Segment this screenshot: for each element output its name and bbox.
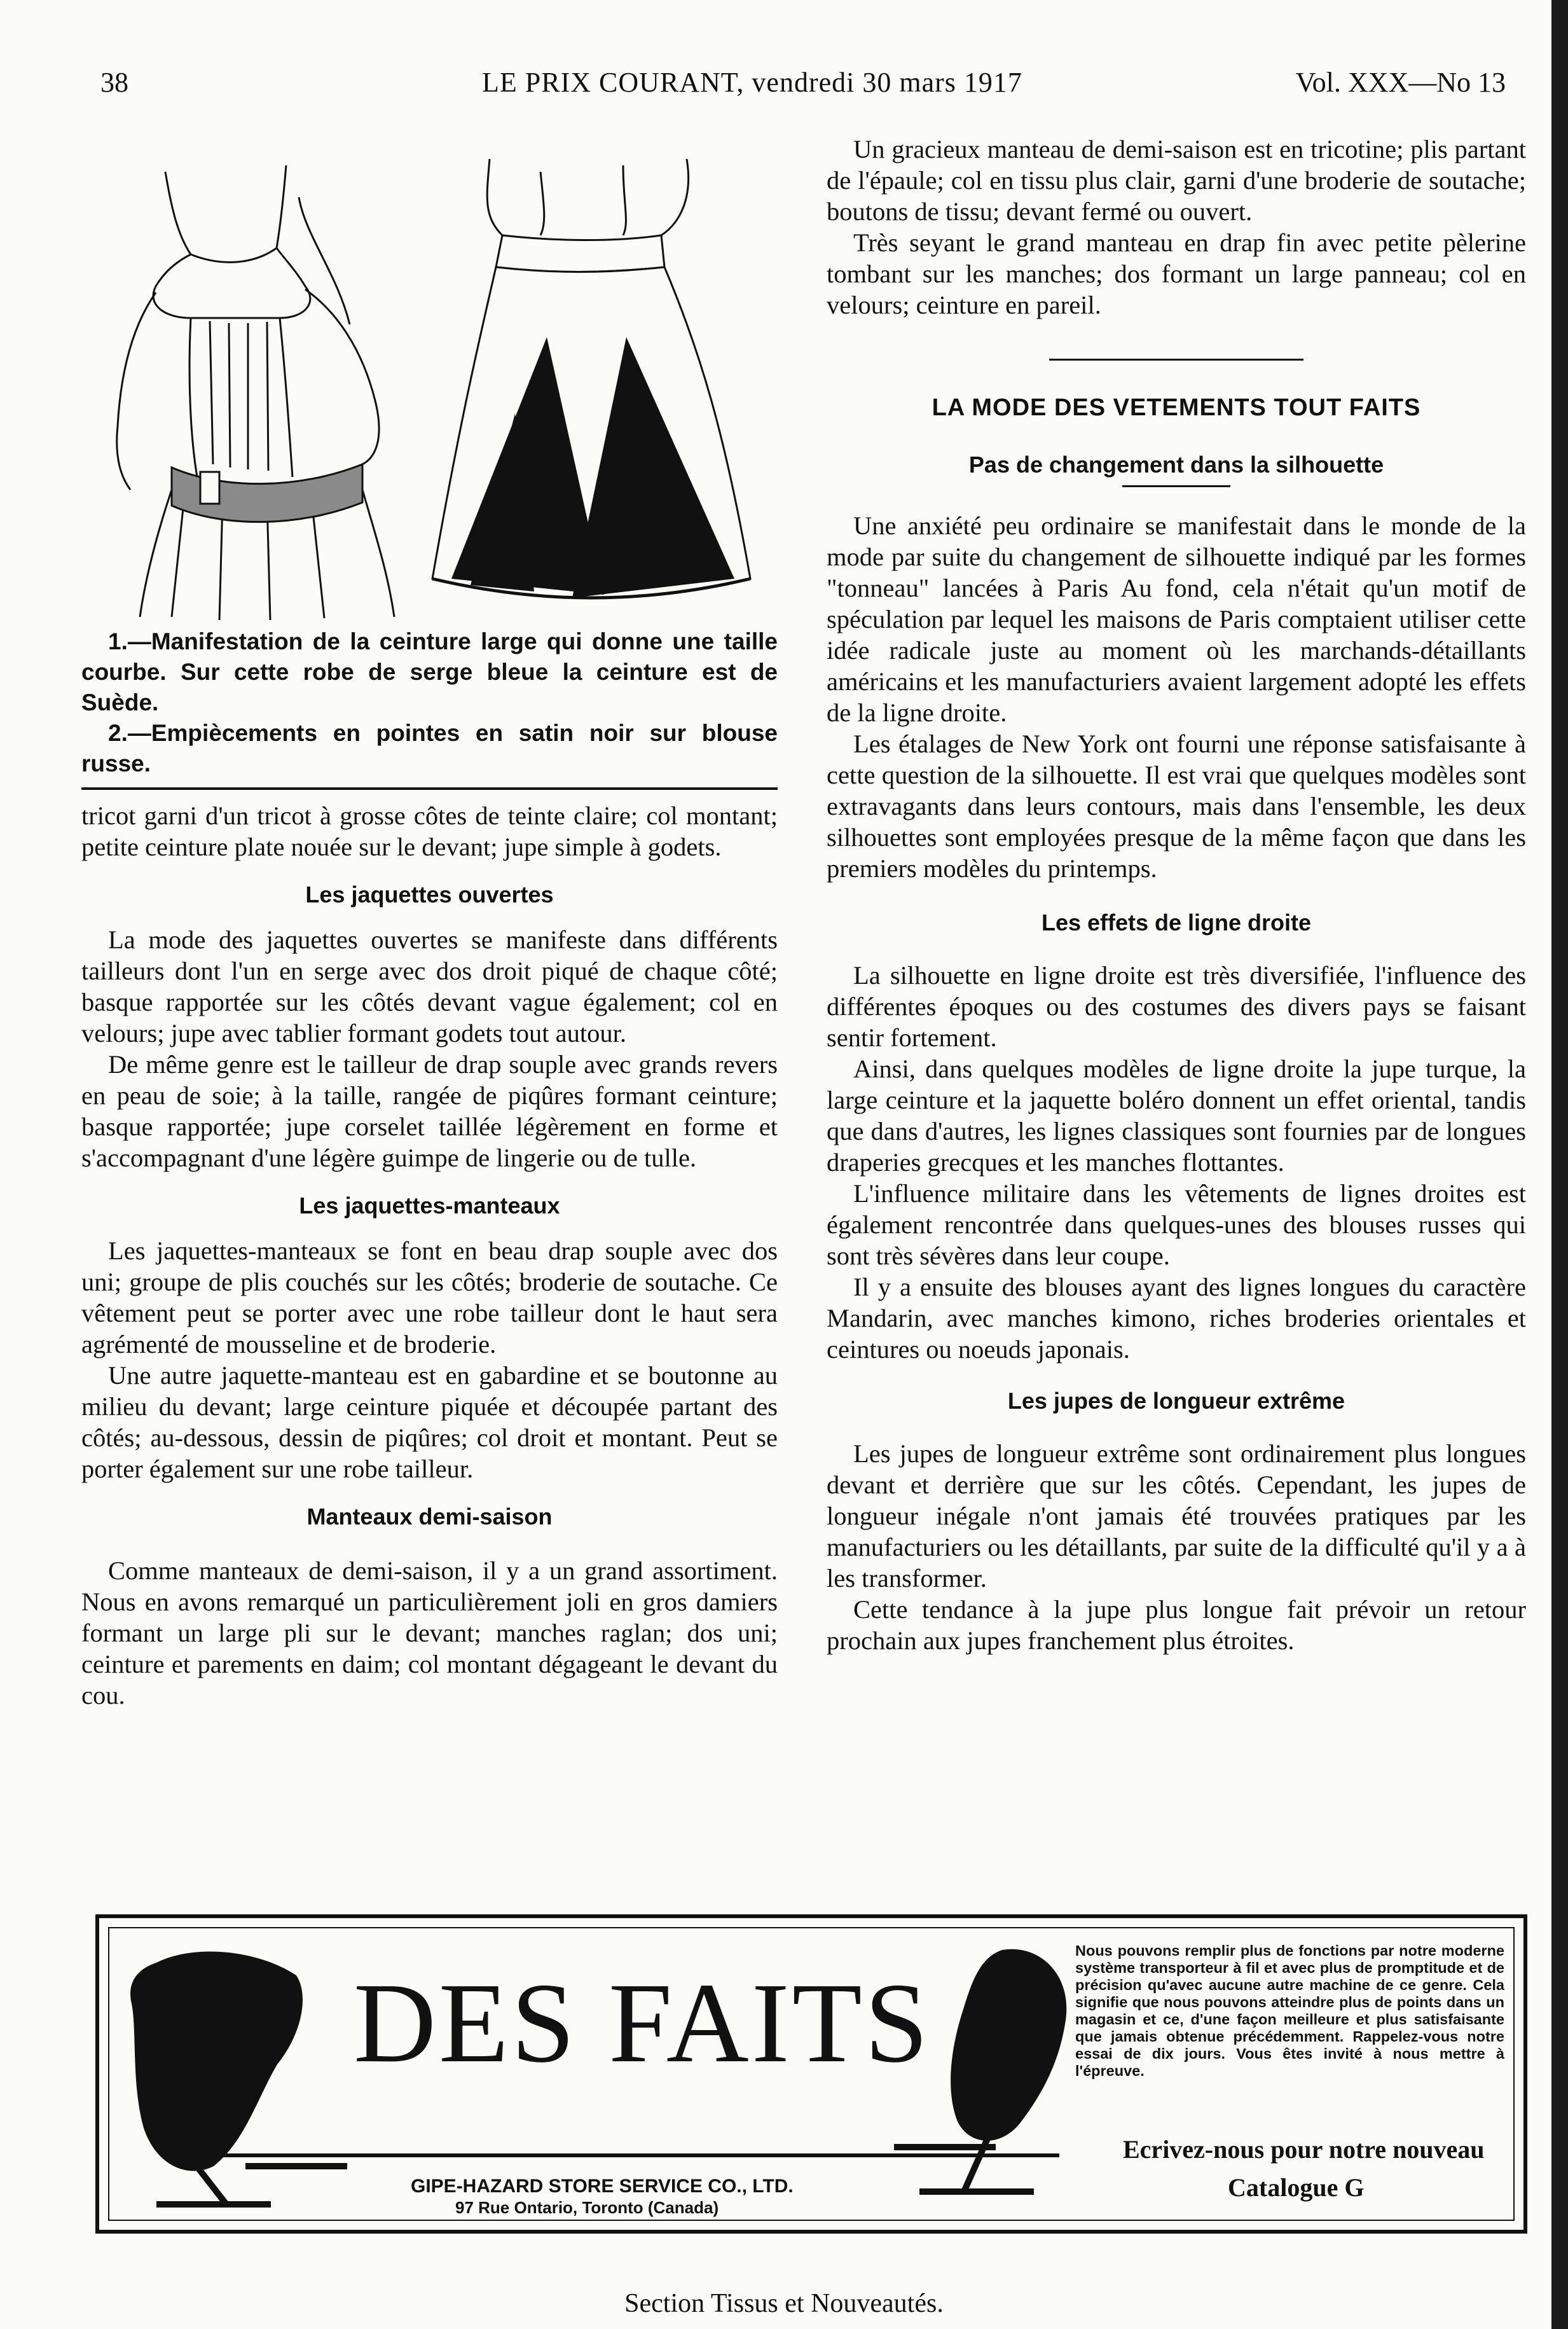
page-edge-shadow — [1551, 0, 1568, 2329]
paragraph: Très seyant le grand manteau en drap fin avec petite pèlerine tombant sur les manches; dos formant un large panneau; col en velours; ceinture en pareil. — [827, 228, 1526, 319]
paragraph: Comme manteaux de demi-saison, il y a un grand assortiment. Nous en avons remarqué un particulièrement joli en gros damiers formant un large pli sur le devant; manches raglan; dos uni; ceinture et parements en daim; col montant dégageant le devant du cou. — [81, 1556, 778, 1710]
carrier-wire — [169, 2153, 1059, 2157]
publication-title: LE PRIX COURANT, vendredi 30 mars 1917 — [482, 67, 1022, 98]
section-heading: Les effets de ligne droite — [1041, 909, 1312, 936]
paragraph: Il y a ensuite des blouses ayant des lignes longues du caractère Mandarin, avec manches kimono, riches broderies orientales et ceintures ou noeuds japonais. — [827, 1273, 1526, 1364]
section-footer: Section Tissus et Nouveautés. — [624, 2289, 944, 2318]
paragraph: La mode des jaquettes ouvertes se manifeste dans différents tailleurs dont l'un en serge avec dos droit piqué de chaque côté; basque rapportée sur les côtés devant vague également; col en velours; jupe avec tablier formant godets tout autour. — [81, 925, 778, 1047]
illustration-satin-points — [413, 146, 769, 630]
divider — [1049, 359, 1303, 361]
paragraph: Ainsi, dans quelques modèles de ligne droite la jupe turque, la large ceinture et la jaquette boléro donnent un effet oriental, tandis que dans d'autres, les lignes classiques sont fournies par de longues draperies grecques et les manches flottantes. — [827, 1054, 1526, 1177]
paragraph: Les jupes de longueur extrême sont ordinairement plus longues devant et derrière que sur les côtés. Cependant, les jupes de longueur inégale n'ont jamais été trouvées pratiques par les manufacturiers ou les détaillants, par suite de la difficulté qu'il y a à les transformer. — [827, 1439, 1526, 1593]
paragraph: Cette tendance à la jupe plus longue fait prévoir un retour prochain aux jupes franchement plus étroites. — [827, 1595, 1526, 1655]
figure-captions — [81, 626, 778, 779]
ad-catalogue: Catalogue G — [1228, 2173, 1365, 2202]
paragraph: Une autre jaquette-manteau est en gabardine et se boutonne au milieu du devant; large ceinture piquée et découpée partant des côtés; au-dessous, dessin de piqûres; col droit et montant. Peut se porter également sur une robe tailleur. — [81, 1361, 778, 1483]
paragraph: La silhouette en ligne droite est très diversifiée, l'influence des différentes époques ou des costumes des divers pays se faisant sentir fortement. — [827, 961, 1526, 1052]
intro-paragraph: tricot garni d'un tricot à grosse côtes de teinte claire; col montant; petite ceinture plate nouée sur le devant; jupe simple à godets. — [81, 801, 778, 861]
article-title: LA MODE DES VETEMENTS TOUT FAITS — [932, 394, 1421, 421]
carrier-machine-left-icon — [118, 1937, 360, 2217]
section-heading: Les jupes de longueur extrême — [1007, 1388, 1345, 1414]
ad-body-text: Nous pouvons remplir plus de fonctions par notre moderne système transporteur à fil et avec plus de promptitude et de précision qu'avec aucune autre machine de ce genre. Cela signifie que nous pouvons atteindre plus de points dans un magasin et ce, d'une façon meilleure et plus satisfaisante que jamais obtenue précédemment. Rappelez-vous notre essai de dix jours. Vous êtes invité à nous mettre à l'épreuve. — [1075, 1942, 1504, 2079]
ad-headline: DES FAITS — [354, 1959, 931, 2086]
left-column — [81, 800, 778, 1711]
figure-caption-1: 1.—Manifestation de la ceinture large qui donne une taille courbe. Sur cette robe de serge bleue la ceinture est de Suède. — [81, 628, 778, 715]
paragraph: Une anxiété peu ordinaire se manifestait dans le monde de la mode par suite du changement de silhouette indiqué par les formes "tonneau" lancées à Paris Au fond, cela n'était qu'un motif de spéculation par lequel les maisons de Paris comptaient utiliser cette idée radicale juste au moment où les marchands-détaillants américains et les manufacturiers avaient largement adopté les effets de la ligne droite. — [827, 511, 1526, 727]
paragraph: Les étalages de New York ont fourni une réponse satisfaisante à cette question de la silhouette. Il est vrai que quelques modèles sont extravagants dans leurs contours, mais dans l'ensemble, les deux silhouettes sont employées presque de la même façon que dans les premiers modèles du printemps. — [827, 729, 1526, 883]
page-number: 38 — [100, 67, 128, 98]
ad-company-name: GIPE-HAZARD STORE SERVICE CO., LTD. — [411, 2176, 794, 2197]
carrier-machine-right-icon — [894, 1931, 1085, 2211]
article-subtitle: Pas de changement dans la silhouette — [968, 452, 1384, 478]
figure-caption-2: 2.—Empiècements en pointes en satin noir sur blouse russe. — [81, 720, 778, 777]
volume-number: Vol. XXX—No 13 — [1295, 67, 1506, 98]
section-heading: Les jaquettes-manteaux — [299, 1192, 560, 1219]
section-heading: Manteaux demi-saison — [306, 1503, 553, 1530]
ad-address: 97 Rue Ontario, Toronto (Canada) — [455, 2198, 719, 2217]
page-header — [100, 66, 1506, 111]
divider — [1122, 485, 1230, 487]
right-column — [827, 134, 1526, 1656]
caption-divider — [81, 787, 778, 790]
ad-call-to-action: Ecrivez-nous pour notre nouveau — [1123, 2135, 1485, 2164]
paragraph: Un gracieux manteau de demi-saison est en tricotine; plis partant de l'épaule; col en tissu plus clair, garni d'une broderie de soutache; boutons de tissu; devant fermé ou ouvert. — [827, 135, 1526, 226]
section-heading: Les jaquettes ouvertes — [305, 881, 554, 908]
paragraph: L'influence militaire dans les vêtements de lignes droites est également rencontrée dans quelques-unes des blouses russes qui sont très sévères dans leur coupe. — [827, 1179, 1526, 1270]
illustration-dress-belt — [95, 159, 432, 630]
paragraph: De même genre est le tailleur de drap souple avec grands revers en peau de soie; à la taille, rangée de piqûres formant ceinture; basque rapportée; jupe corselet taillée légèrement en forme et s'accompagnant d'une légère guimpe de lingerie ou de tulle. — [81, 1050, 778, 1172]
paragraph: Les jaquettes-manteaux se font en beau drap souple avec dos uni; groupe de plis couchés sur les côtés; broderie de soutache. Ce vêtement peut se porter avec une robe tailleur dont le haut sera agrémenté de mousseline et de broderie. — [81, 1236, 778, 1358]
advertisement — [95, 1914, 1527, 2234]
